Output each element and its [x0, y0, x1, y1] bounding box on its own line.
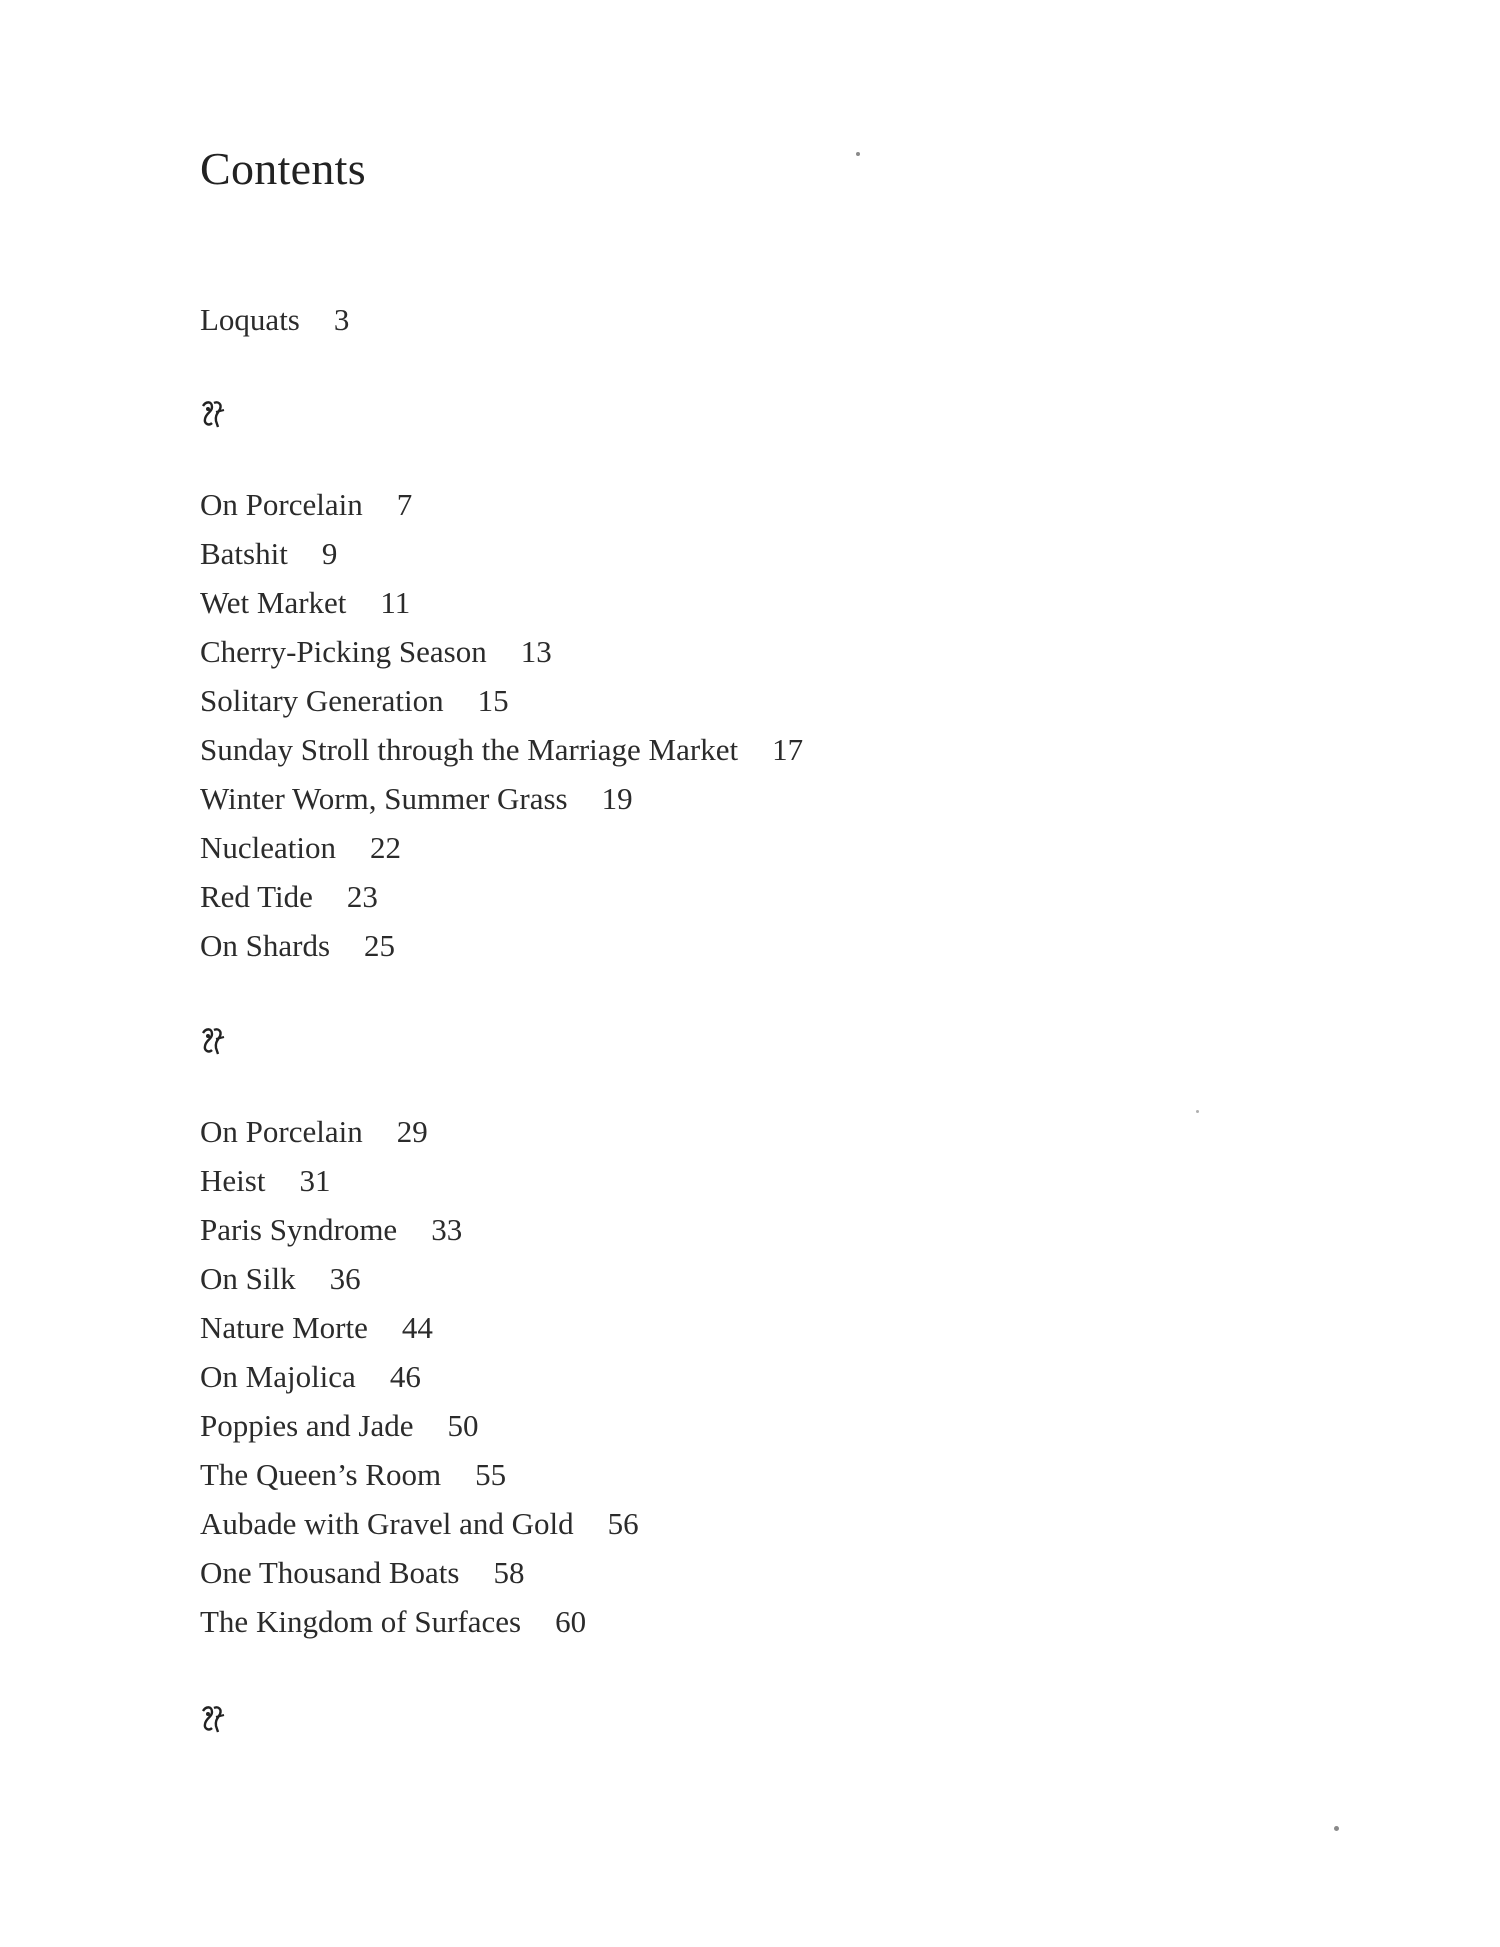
- toc-entry-title: On Silk: [200, 1261, 296, 1296]
- toc-entry-page: 17: [772, 732, 804, 767]
- toc-entry-page: 31: [299, 1163, 331, 1198]
- toc-entry-page: 36: [329, 1261, 361, 1296]
- toc-entry: [200, 1357, 421, 1397]
- toc-entry: [200, 632, 552, 672]
- toc-entry: [200, 300, 349, 340]
- toc-entry-page: 19: [601, 781, 633, 816]
- fleuron-ornament-icon: [200, 1703, 226, 1733]
- toc-entry: [200, 1504, 639, 1544]
- toc-entry: [200, 485, 412, 525]
- toc-entry-page: 50: [447, 1408, 479, 1443]
- toc-entry-page: 23: [346, 879, 378, 914]
- scan-speck: [1334, 1826, 1339, 1831]
- toc-entry-title: Paris Syndrome: [200, 1212, 398, 1247]
- toc-entry: [200, 1602, 586, 1642]
- toc-entry-page: 15: [477, 683, 509, 718]
- toc-entry-page: 44: [401, 1310, 433, 1345]
- toc-entry-page: 58: [493, 1555, 525, 1590]
- toc-entry-page: 22: [370, 830, 402, 865]
- toc-entry-title: Batshit: [200, 536, 288, 571]
- toc-entry-title: Poppies and Jade: [200, 1408, 414, 1443]
- toc-entry-title: Winter Worm, Summer Grass: [200, 781, 568, 816]
- toc-entry: [200, 534, 337, 574]
- toc-entry-title: Heist: [200, 1163, 266, 1198]
- toc-entry: [200, 1455, 506, 1495]
- toc-entry-title: Solitary Generation: [200, 683, 444, 718]
- toc-entry: [200, 1161, 330, 1201]
- toc-entry-title: Aubade with Gravel and Gold: [200, 1506, 574, 1541]
- toc-entry-page: 56: [607, 1506, 639, 1541]
- toc-entry: [200, 779, 633, 819]
- toc-entry: [200, 1259, 361, 1299]
- page-title: Contents: [200, 143, 366, 194]
- toc-entry-title: On Porcelain: [200, 487, 363, 522]
- toc-entry-page: 13: [520, 634, 552, 669]
- scan-speck: [1196, 1110, 1199, 1113]
- toc-entry-page: 46: [389, 1359, 421, 1394]
- toc-entry-page: 11: [380, 585, 411, 620]
- toc-entry-title: On Porcelain: [200, 1114, 363, 1149]
- toc-entry: [200, 1553, 524, 1593]
- toc-entry-page: 25: [364, 928, 396, 963]
- toc-entry-title: Loquats: [200, 302, 300, 337]
- toc-entry-title: Nucleation: [200, 830, 337, 865]
- toc-entry-title: The Queen’s Room: [200, 1457, 442, 1492]
- toc-entry-title: Wet Market: [200, 585, 347, 620]
- toc-entry: [200, 1210, 462, 1250]
- toc-entry-title: Sunday Stroll through the Marriage Market: [200, 732, 739, 767]
- toc-entry-title: One Thousand Boats: [200, 1555, 460, 1590]
- toc-entry-page: 29: [396, 1114, 428, 1149]
- fleuron-ornament-icon: [200, 1025, 226, 1055]
- toc-entry-page: 60: [555, 1604, 587, 1639]
- toc-entry: [200, 926, 395, 966]
- toc-entry-title: On Shards: [200, 928, 331, 963]
- toc-entry-page: 7: [396, 487, 413, 522]
- toc-entry-title: On Majolica: [200, 1359, 356, 1394]
- toc-entry-title: Nature Morte: [200, 1310, 368, 1345]
- toc-entry-page: 9: [321, 536, 338, 571]
- toc-entry-page: 3: [333, 302, 350, 337]
- fleuron-ornament-icon: [200, 398, 226, 428]
- scan-speck: [856, 152, 860, 156]
- toc-entry: [200, 1308, 433, 1348]
- toc-entry: [200, 828, 401, 868]
- toc-entry-title: Cherry-Picking Season: [200, 634, 487, 669]
- toc-entry: [200, 877, 378, 917]
- toc-entry-title: The Kingdom of Surfaces: [200, 1604, 522, 1639]
- toc-entry-page: 55: [475, 1457, 507, 1492]
- toc-entry: [200, 681, 509, 721]
- toc-entry-title: Red Tide: [200, 879, 313, 914]
- toc-entry: [200, 1406, 479, 1446]
- toc-entry-page: 33: [431, 1212, 463, 1247]
- toc-entry: [200, 1112, 428, 1152]
- toc-entry: [200, 730, 803, 770]
- toc-entry: [200, 583, 410, 623]
